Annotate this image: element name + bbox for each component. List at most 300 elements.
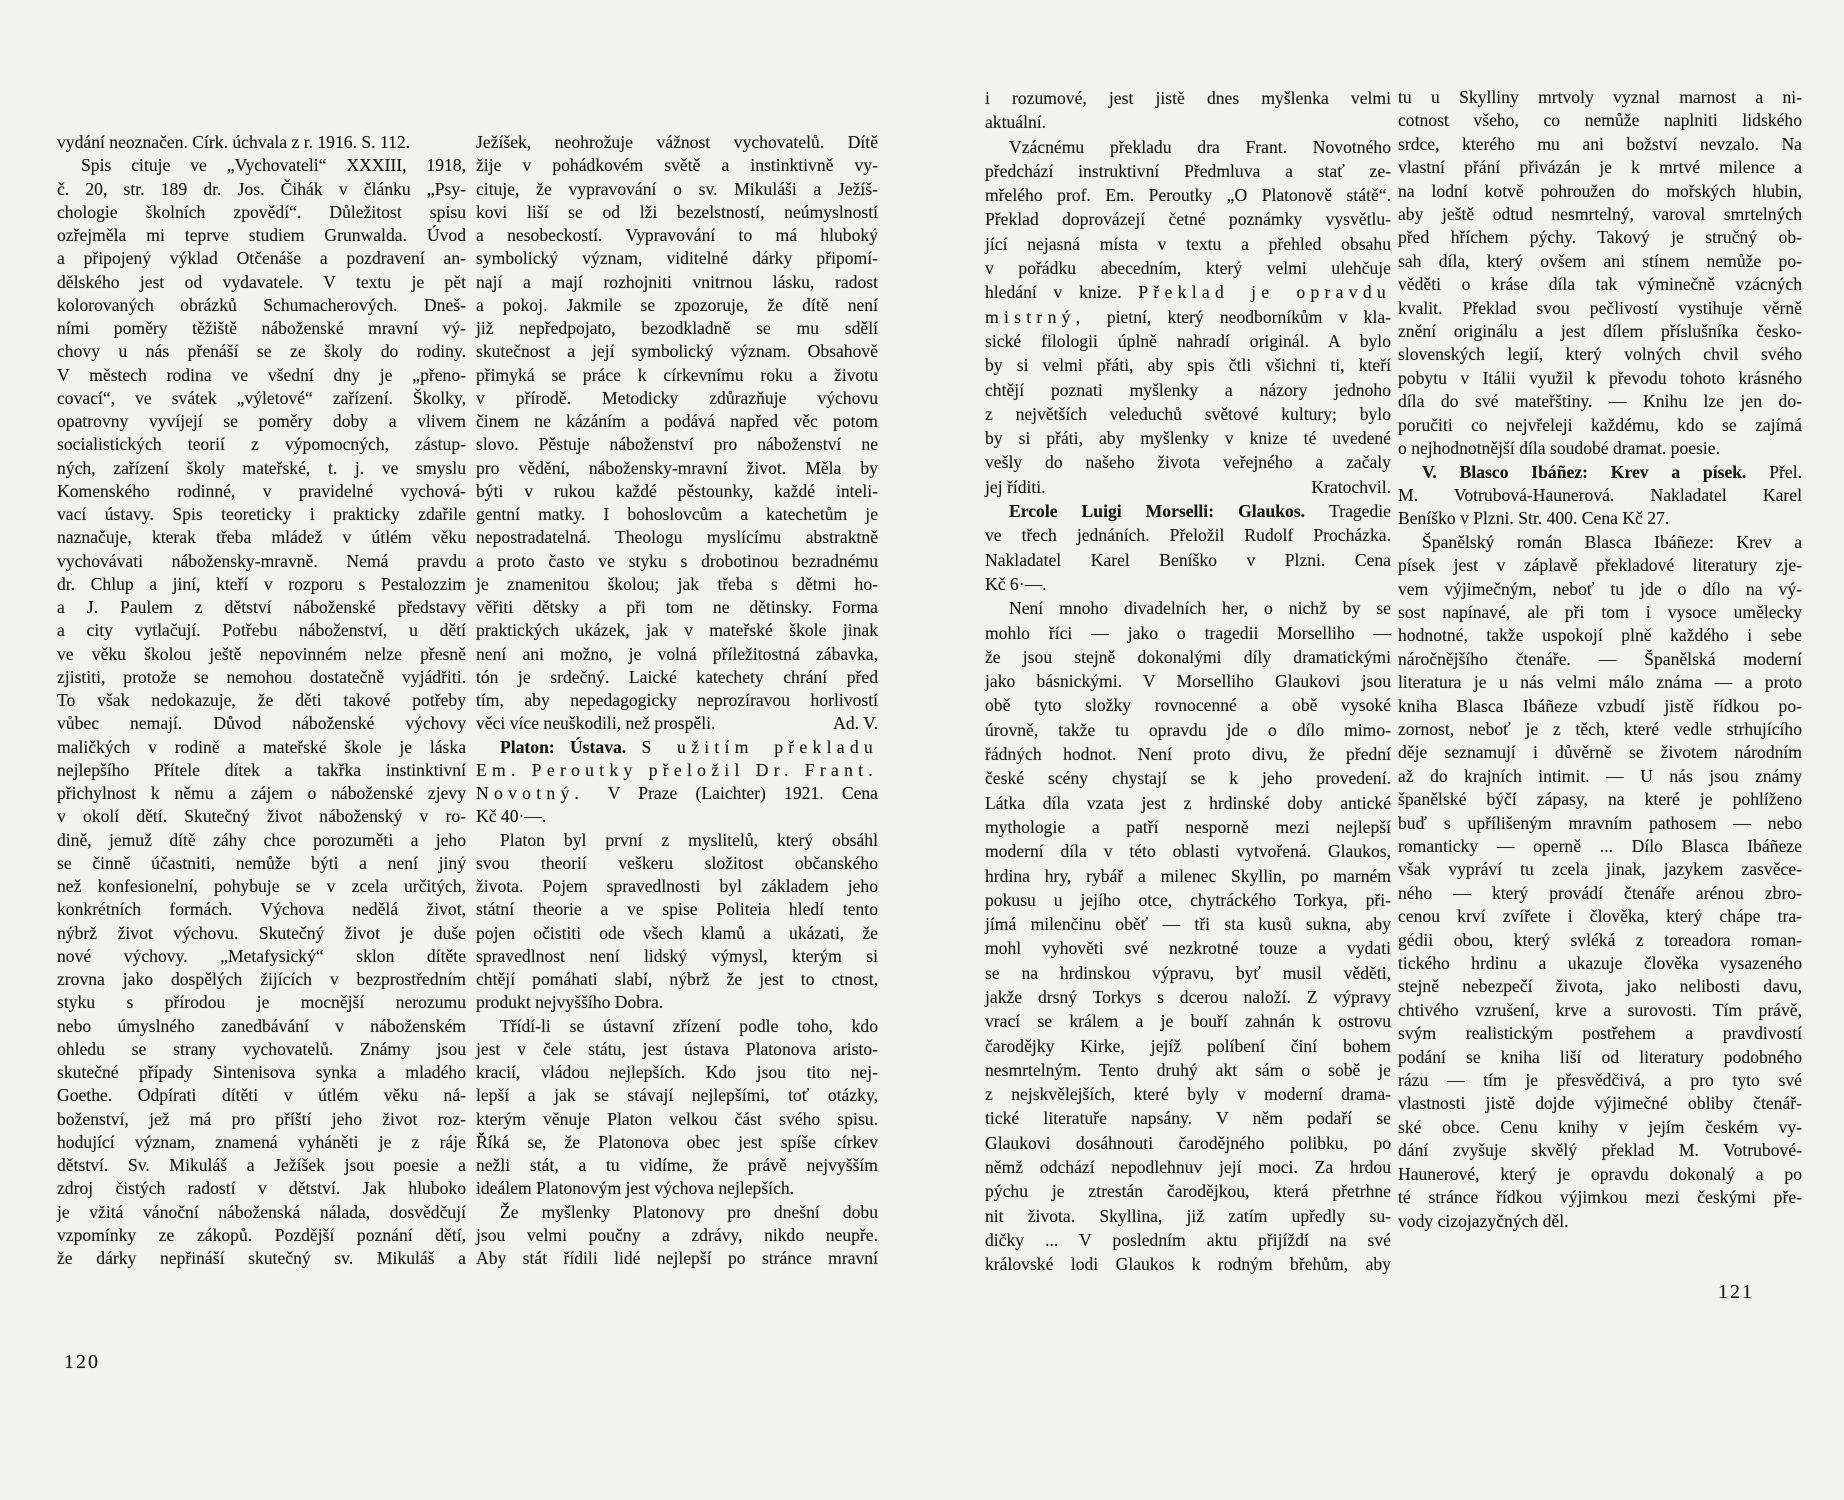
page-number-left: 120 (64, 1351, 100, 1373)
text-line (1398, 1186, 1802, 1209)
text-line (1398, 109, 1802, 132)
text-segment: skutečnost a její symbolický význam. Obsahově (476, 341, 878, 362)
text-segment: v přírodě. Metodicky zdůrazňuje výchovu (476, 387, 878, 408)
text-segment: kniha Blasca Ibáñeze vzbudí jistě řídkou po- (1398, 695, 1802, 716)
text-line (1398, 320, 1802, 343)
text-line (985, 1204, 1391, 1228)
text-line (1398, 975, 1802, 998)
text-segment: mistrný, (985, 306, 1107, 327)
text-segment: vem výjimečným, neboť tu jde o dílo na vý- (1398, 578, 1802, 599)
text-segment: jest v čele státu, jest ústava Platonova aristo- (476, 1038, 878, 1059)
text-line (985, 110, 1391, 134)
text-line (985, 1155, 1391, 1179)
text-segment: a J. Paulem z dětství náboženské představy (57, 597, 466, 617)
text-segment: covací“, ve svátek „výletové“ zařízení. Školky, (57, 387, 466, 408)
article-column (985, 86, 1391, 1277)
text-segment: socialistických teorií z výpomocných, zástup- (57, 434, 466, 455)
text-segment: z nejskvělejších, které byly v moderní drama- (985, 1084, 1391, 1105)
text-segment: literatura je u nás velmi málo známa — a proto (1398, 672, 1802, 693)
text-line (985, 232, 1391, 256)
text-segment: že jsou stejně dokonalými díly dramatickými (985, 646, 1391, 667)
text-segment: děje seznamují i důvěrně se životem národním (1398, 742, 1802, 763)
text-segment: před hříchem pýchy. Takový je stručný ob- (1398, 227, 1802, 248)
text-segment: symbolický význam, viditelné dárky připomí- (476, 248, 878, 269)
text-segment: hodující význam, znamená vyháněti je z ráje (57, 1131, 466, 1152)
text-segment: cotnost všeho, co nemůže naplniti lidského (1398, 110, 1802, 131)
text-segment: naznačuje, kterak třeba mládež v útlém věku (57, 527, 466, 548)
text-segment: nají a mají rozhojniti vnitrnou lásku, radost (476, 271, 878, 292)
text-line (985, 1034, 1391, 1058)
text-segment: ozřejměla mi teprve studiem Grunwalda. Úvod (57, 225, 466, 245)
text-line (1398, 835, 1802, 858)
text-segment: chtějí pomáhati slabí, nýbrž že jest to ctnost, (476, 969, 878, 989)
text-segment: o nejhodnotnější díla soudobé dramat. poesie. (1398, 438, 1720, 459)
text-segment: předchází instruktivní Předmluva a stať ze- (985, 160, 1391, 181)
text-segment: jej říditi. (985, 476, 1046, 497)
text-line (1398, 858, 1802, 881)
text-segment: z největších veleduchů světové kultury; bylo (985, 403, 1391, 424)
text-line (985, 1009, 1391, 1033)
text-segment: Třídí-li se ústavní zřízení podle toho, kdo (500, 1015, 878, 1036)
text-segment: se činně účastniti, nemůže býti a není jiný (57, 852, 466, 873)
text-segment: nýbrž život výchovu. Skutečný život je duše (57, 922, 466, 943)
text-segment: Ježíšek, neohrožuje vážnost vychovatelů. Dítě (476, 132, 878, 152)
text-line (985, 936, 1391, 960)
text-line (985, 86, 1391, 110)
text-line (985, 159, 1391, 183)
text-line (985, 1179, 1391, 1203)
text-line (985, 353, 1391, 377)
text-segment: Přel. (1769, 461, 1802, 482)
text-segment: znění originálu a jest dílem příslušníka česko- (1398, 321, 1802, 342)
text-segment: Novotný. (476, 783, 608, 803)
text-segment: Goethe. Odpírati dítěti v útlém věku ná- (57, 1085, 466, 1106)
text-segment: vůbec nemají. Důvod náboženské výchovy (57, 713, 466, 734)
text-line (1398, 297, 1802, 320)
text-segment: poručiti co nejvřeleji každému, kdo se zajímá (1398, 414, 1802, 435)
text-line (1398, 788, 1802, 811)
text-line (1398, 156, 1802, 179)
text-segment: ve věku školou ještě nepovinném nelze přesně (57, 643, 466, 664)
text-segment: Že myšlenky Platonovy pro dnešní dobu (500, 1201, 878, 1222)
text-segment: vychovávati nábožensky-mravně. Nemá pravdu (57, 550, 466, 571)
text-segment: vlastní přání přivázán je k mrtvé milence a (1398, 157, 1802, 178)
text-segment: a city vytlačují. Potřebu náboženství, u dětí (57, 620, 466, 641)
text-segment: V Praze (Laichter) 1921. Cena (607, 783, 878, 803)
text-segment: podání se kniha liší od literatury podobného (1398, 1046, 1802, 1067)
text-line (985, 912, 1391, 936)
text-line (1398, 343, 1802, 366)
text-segment: jako básnickými. V Morselliho Glaukovi jsou (985, 671, 1391, 692)
text-segment: dělského jest od vydavatele. V textu je pět (57, 271, 466, 292)
text-segment: není ani možno, je volná příležitostná zábavka, (476, 643, 878, 664)
text-segment: hodnotné, takže uspokojí plně každého i sebe (1398, 625, 1802, 646)
text-segment: až do krajních intimit. — U nás jsou známy (1398, 765, 1802, 786)
text-segment: žije v pohádkovém světě a instinktivně vy- (476, 155, 878, 176)
text-segment: španělské býčí zápasy, na které je pohlíženo (1398, 789, 1802, 810)
text-segment: To však nedokazuje, že děti takové potřeby (57, 690, 466, 710)
text-segment: jící nejasná místa v textu a přehled obsahu (985, 233, 1391, 254)
text-line (985, 839, 1391, 863)
text-segment: té stránce řídkou výjimkou mezi českými pře- (1398, 1187, 1802, 1208)
text-segment: M. Votrubová-Haunerová. Nakladatel Karel (1398, 484, 1802, 505)
text-segment: činem ne kázáním a podává napřed věc potom (476, 411, 878, 431)
text-segment: sost napínavé, ale při tom i vysoce umělecky (1398, 601, 1802, 622)
text-line (985, 499, 1391, 523)
text-segment: Nakladatel Karel Beníško v Plzni. Cena (985, 549, 1391, 570)
text-line (1398, 437, 1802, 460)
text-line (985, 1228, 1391, 1252)
text-segment: mřelého prof. Em. Peroutky „O Platonově státě“. (985, 185, 1391, 206)
text-segment: vydání neoznačen. Círk. úchvala z r. 1916. S. 112. (57, 132, 411, 152)
text-segment: Říká se, že Platonova obec jest spíše církev (476, 1131, 878, 1152)
text-segment: pojen očistiti ode všech klamů a ukázati, že (476, 922, 878, 943)
text-segment: Překlad je opravdu (1138, 282, 1392, 303)
text-segment: tické literatuře napsány. V něm podaří se (985, 1108, 1391, 1129)
text-line (985, 596, 1391, 620)
text-segment: přichylnost k němu a zájem o náboženské zjevy (57, 783, 466, 803)
text-segment: Španělský román Blasca Ibáñeze: Krev a (1422, 531, 1802, 552)
text-line (985, 985, 1391, 1009)
text-segment: zrovna jako dospělých žijících v bezprostředním (57, 969, 466, 989)
text-line (1398, 601, 1802, 624)
text-segment: tón je srdečný. Laické katechety chrání před (476, 666, 878, 687)
text-segment: rázu — tím je přesvědčivá, a pro tyto své (1398, 1070, 1802, 1091)
text-segment: čarodějky Kirke, jejíž políbení činí bohem (985, 1035, 1391, 1056)
text-segment: Kč 40·—. (476, 806, 547, 827)
text-segment: nepostradatelná. Theologu myslícímu abstraktně (476, 527, 878, 548)
text-line (1398, 203, 1802, 226)
text-line (1398, 414, 1802, 437)
text-line (1398, 1116, 1802, 1139)
text-segment: kolorovaných obrázků Schumacherových. Dneš- (57, 294, 466, 315)
text-segment: aktuální. (985, 112, 1047, 133)
text-line (985, 402, 1391, 426)
text-line (1398, 226, 1802, 249)
text-line (1398, 578, 1802, 601)
text-segment: ohledu se strany vychovatelů. Známy jsou (57, 1038, 466, 1059)
text-line (1398, 1022, 1802, 1045)
text-segment: býti v rukou každé pěstounky, každé inteli- (476, 480, 878, 501)
text-segment: Aby stát řídili lidé nejlepší po stránce mravní (476, 1248, 878, 1268)
text-segment: němž odchází nepodlehnuv její moci. Za hrdou (985, 1157, 1391, 1178)
text-line (1398, 1210, 1802, 1233)
text-segment: cenou krví zvířete i člověka, který chápe tra- (1398, 906, 1802, 927)
text-segment: Není mnoho divadelních her, o nichž by se (1009, 598, 1391, 619)
text-segment: však vypráví tu zcela jinak, jazykem zasvěce- (1398, 859, 1802, 880)
text-segment: pro vědění, nábožensky-mravní život. Měla by (476, 457, 878, 478)
text-segment: vací ústavy. Spis teoreticky i prakticky zdařile (57, 504, 466, 524)
text-line (985, 791, 1391, 815)
text-line (985, 645, 1391, 669)
text-segment: cituje, že vypravování o sv. Mikuláši a Ježíš- (476, 178, 878, 199)
text-segment: nebo úmyslného zanedbávání v náboženském (57, 1015, 466, 1036)
text-segment: pietní, který neodborníkům v kla- (1106, 306, 1391, 327)
text-segment: moderní díla v této oblasti vytvořená. Glaukos, (985, 841, 1391, 862)
text-segment: Komenského rodinné, v pravidelné vychová- (57, 480, 466, 501)
text-segment: a pokoj. Jakmile se zpozoruje, že dítě není (476, 294, 878, 315)
text-segment: jsou velmi poučny a zdrávy, nikdo neupře. (476, 1224, 878, 1245)
text-line (985, 305, 1391, 329)
text-segment: romanticky — operně ... Dílo Blasca Ibáñeze (1398, 836, 1802, 856)
text-line (1398, 671, 1802, 694)
text-line (1398, 507, 1802, 530)
text-segment: by si přáti, aby myšlenky v knize té uvedené (985, 428, 1391, 449)
text-segment: ideálem Platonovým jest výchova nejlepších. (476, 1178, 795, 1199)
text-line (1398, 1163, 1802, 1186)
text-segment: hledání v knize. (985, 282, 1139, 303)
text-line (1398, 273, 1802, 296)
text-segment: vrací se králem a je bouří zahnán k ostrovu (985, 1011, 1391, 1032)
text-segment: vlastnosti jistě dojde výjimečné obliby čtenář- (1398, 1093, 1802, 1114)
text-segment: produkt nejvyššího Dobra. (476, 992, 664, 1013)
text-line (985, 329, 1391, 353)
text-segment: úrovně, takže tu opravdu jde o dílo mimo- (985, 719, 1391, 740)
text-line (1398, 718, 1802, 741)
text-line (1398, 133, 1802, 156)
text-segment: věděti o kráse díla tak výminečně vzácných (1398, 274, 1802, 295)
text-segment: Platon byl první z myslitelů, který obsáhl (500, 829, 878, 850)
text-segment: než konfesionelní, pohybuje se v zcela určitých, (57, 876, 466, 896)
text-segment: v pořádku abecedním, který velmi ulehčuje (985, 258, 1391, 279)
text-segment: kracií, vládou nejlepších. Kdo jsou tito nej- (476, 1062, 878, 1082)
text-segment: ných, zařízení školy mateřské, t. j. ve smyslu (57, 457, 466, 478)
text-line (985, 888, 1391, 912)
text-segment: stejně nebezpečí života, jako nelibosti davu, (1398, 976, 1802, 997)
text-line (1398, 695, 1802, 718)
text-line (1398, 1046, 1802, 1069)
text-line (1398, 929, 1802, 952)
text-segment: nejlepšího Přítele dítek a takřka instinktivní (57, 759, 466, 780)
text-segment: nové výchovy. „Metafysický“ sklon dítěte (57, 945, 466, 966)
text-line (1398, 250, 1802, 273)
text-segment: vzpomínky ze zákopů. Pozdější poznání dětí, (57, 1224, 466, 1245)
text-line (1398, 999, 1802, 1022)
text-segment: je znamenitou školou; jak třeba s dětmi ho- (476, 573, 878, 594)
text-line (985, 864, 1391, 888)
text-segment: by si velmi přáti, aby spis čtli všichni ti, kteří (985, 355, 1391, 376)
text-segment: Vzácnému překladu dra Frant. Novotného (1009, 136, 1391, 157)
text-segment: ními poměry těžiště náboženské mravní vý- (57, 318, 466, 338)
text-segment: a připojený výklad Otčenáše a pozdravení an- (57, 248, 466, 269)
text-segment: zdroj čistých radostí v dětství. Jak hluboko (57, 1178, 466, 1199)
text-segment: věřiti dětsky a při tom ne dětinsky. Forma (476, 597, 878, 617)
text-line (1398, 624, 1802, 647)
text-line (985, 378, 1391, 402)
text-segment: č. 20, str. 189 dr. Jos. Čihák v článku „Psy- (57, 178, 466, 199)
text-segment: Ad. V. (833, 713, 878, 734)
text-segment: styku s přírodou je mocnější nerozumu (57, 992, 466, 1013)
text-line (1398, 1092, 1802, 1115)
text-line (1398, 461, 1802, 484)
text-segment: Tragedie (1329, 501, 1391, 522)
article-column (1398, 86, 1802, 1233)
text-segment: státní theorie a ve spise Politeia hledí tento (476, 899, 878, 920)
text-line (985, 426, 1391, 450)
text-line (985, 572, 1391, 596)
text-segment: vešly do našeho života veřejného a začaly (985, 452, 1391, 473)
text-line (985, 1131, 1391, 1155)
text-line (985, 693, 1391, 717)
text-line (985, 1058, 1391, 1082)
text-segment: dr. Chlup a jiní, kteří v rozporu s Pestalozzim (57, 573, 466, 594)
text-segment: Em. Peroutky přeložil Dr. Frant. (476, 759, 878, 780)
text-line (1398, 812, 1802, 835)
text-segment: chologie školních zpovědí“. Důležitost spisu (57, 201, 466, 222)
text-segment: jakže drsný Torkys s dcerou naloží. Z výpravy (985, 986, 1391, 1007)
text-line (1398, 531, 1802, 554)
text-segment: maličkých v rodině a mateřské škole je láska (57, 736, 466, 757)
text-segment: je vžitá vánoční náboženská nálada, dosvědčují (57, 1201, 466, 1222)
text-segment: a nesobeckostí. Vypravování to má hluboký (476, 225, 878, 245)
text-segment: ného — který provádí čtenáře arénou zbro- (1398, 882, 1802, 903)
text-segment: že dárky nepřináší skutečný sv. Mikuláš a (57, 1248, 466, 1268)
text-segment: tu u Skylliny mrtvoly vyznal marnost a ni- (1398, 87, 1802, 107)
text-segment: nežli stát, a tu vidíme, že právě nejvyšším (476, 1155, 878, 1175)
text-segment: opatrovny vyvíjejí se poměry doby a vlivem (57, 411, 466, 431)
text-segment: tického hrdinu a ukazuje člověka vysazeného (1398, 953, 1802, 974)
text-line (1398, 390, 1802, 413)
text-line (1398, 484, 1802, 507)
text-line (985, 523, 1391, 547)
text-line (985, 1252, 1391, 1276)
text-segment: ve třech jednáních. Přeložil Rudolf Procházka. (985, 525, 1391, 546)
text-segment: Beníško v Plzni. Str. 400. Cena Kč 27. (1398, 508, 1670, 529)
text-segment: svou theorií veškeru složitost občanského (476, 852, 878, 873)
text-segment: gédii obou, který svléká z toreadora roman- (1398, 929, 1802, 950)
text-line (985, 742, 1391, 766)
text-segment: písek jest v záplavě překladové literatury zje- (1398, 555, 1802, 576)
text-segment: ské obce. Cenu knihy v jejím českém vy- (1398, 1116, 1802, 1137)
text-segment: Kč 6·—. (985, 573, 1047, 594)
text-segment: praktických ukázek, jak v mateřské škole jinak (476, 620, 878, 641)
text-segment: mythologie a patří nesporně mezi nejlepší (985, 816, 1391, 837)
text-segment: Glaukovi dosáhnouti čarodějného polibku, po (985, 1132, 1391, 1153)
text-line (1398, 1069, 1802, 1092)
text-segment: již nepředpojato, bezodkladně se mu sdělí (476, 318, 878, 338)
text-line (985, 718, 1391, 742)
text-segment: hrdina hry, rybář a milenec Skyllin, po marném (985, 865, 1391, 886)
text-segment: Kratochvil. (1311, 476, 1391, 497)
text-line (985, 766, 1391, 790)
text-line (985, 280, 1391, 304)
text-line (985, 207, 1391, 231)
text-line (985, 961, 1391, 985)
text-line (985, 669, 1391, 693)
text-segment: řádných hodnot. Není proto divu, že přední (985, 744, 1391, 765)
text-segment: mohl vyhověti své nezkrotné touze a vydati (985, 938, 1391, 959)
text-line (1398, 905, 1802, 928)
text-segment: buď s upřílišeným mravním pathosem — nebo (1398, 812, 1802, 833)
review-heading: V. Blasco Ibáñez: Krev a písek. (1422, 461, 1770, 482)
text-segment: dání zvyšuje skvělý překlad M. Votrubové- (1398, 1140, 1802, 1161)
text-segment: aby ještě odtud nesmrtelný, varoval smrtelných (1398, 204, 1802, 225)
text-segment: dětství. Sv. Mikuláš a Ježíšek jsou poesie a (57, 1155, 466, 1175)
text-segment: kvalit. Překlad svou pečlivostí vystihuje věrně (1398, 297, 1802, 318)
text-segment: Spis cituje ve „Vychovateli“ XXXIII, 1918, (81, 155, 466, 176)
text-line (1398, 952, 1802, 975)
text-segment: V městech rodina ve všední dny je „přeno- (57, 364, 466, 385)
text-line (985, 256, 1391, 280)
text-segment: chtějí poznati myšlenky a názory jednoho (985, 379, 1391, 400)
text-line (1398, 882, 1802, 905)
text-segment: pobytu v Itálii využil k převodu tohoto krásného (1398, 367, 1802, 388)
text-segment: lepší a jak se stávají nejlepšími, toť otázky, (476, 1085, 878, 1106)
page-number-right: 121 (1718, 1281, 1754, 1303)
text-segment: zornost, neboť je z těch, které vedle strhujícího (1398, 718, 1802, 739)
text-line (1398, 86, 1802, 109)
text-line (985, 815, 1391, 839)
text-segment: obě tyto složky rovnocenné a obě vysoké (985, 695, 1391, 716)
text-line (985, 475, 1391, 499)
text-line (1398, 741, 1802, 764)
text-segment: konkrétních formách. Výchova nedělá život, (57, 899, 466, 920)
text-segment: Haunerové, který je opravdu dokonalý a po (1398, 1163, 1802, 1184)
text-segment: české scény chystají se k jeho provedení. (985, 768, 1391, 789)
text-segment: nit života. Skyllina, již zatím upředly su- (985, 1205, 1391, 1226)
text-segment: svým realistickým postřehem a pravdivostí (1398, 1023, 1802, 1044)
text-segment: dině, jemuž dítě záhy chce porozuměti a jeho (57, 829, 466, 850)
text-segment: kterým věnuje Platon velkou část svého spisu. (476, 1108, 878, 1129)
text-segment: na lodní kotvě pohroužen do mořských hlubin, (1398, 180, 1802, 201)
text-segment: dičky ... V posledním aktu přijíždí na své (985, 1229, 1391, 1250)
text-segment: vody cizojazyčných děl. (1398, 1210, 1569, 1231)
text-segment: S užitím překladu (641, 736, 878, 757)
text-segment: mohlo říci — jako o tragedii Morselliho — (985, 622, 1391, 643)
review-heading: Ercole Luigi Morselli: Glaukos. (1009, 501, 1330, 522)
text-segment: skutečné případy Sintenisova synka a mladého (57, 1062, 466, 1082)
text-line (1398, 765, 1802, 788)
text-segment: královské lodi Glaukos k rodným břehům, aby (985, 1254, 1391, 1275)
review-heading: Platon: Ústava. (500, 736, 642, 757)
text-line (985, 183, 1391, 207)
text-segment: slovo. Pěstuje náboženství pro náboženství ne (476, 434, 878, 455)
text-segment: Látka díla vzata jest z hrdinské doby antické (985, 792, 1391, 813)
text-line (985, 1106, 1391, 1130)
text-segment: díla do své mateřštiny. — Knihu lze jen do- (1398, 391, 1802, 412)
text-segment: boženství, jež má pro příští jeho život roz- (57, 1108, 466, 1129)
text-segment: Překlad doprovázejí četné poznámky vysvětlu- (985, 209, 1391, 230)
text-segment: chtivého vzrušení, krve a surovosti. Tím právě, (1398, 999, 1802, 1020)
text-segment: přimyká se práce k církevnímu roku a životu (476, 364, 878, 385)
text-segment: pokusu u jejího otce, chytráckého Torkya, při- (985, 889, 1391, 910)
text-segment: slovenských legií, který volných chvil svého (1398, 344, 1802, 365)
text-segment: i rozumové, jest jistě dnes myšlenka velmi (985, 88, 1391, 108)
text-segment: tím, aby nepedagogicky neprozíravou horlivostí (476, 690, 878, 710)
text-segment: chovy u nás přenáší se ze školy do rodiny. (57, 341, 466, 362)
text-segment: a proto často ve styku s drobotinou bezradnému (476, 550, 878, 571)
text-segment: sah díla, který ovšem ani stínem nemůže po- (1398, 250, 1802, 271)
text-segment: se na hrdinskou výpravu, byť musil věděti, (985, 962, 1391, 983)
text-line (985, 135, 1391, 159)
text-segment: spravedlnost není lidský výmysl, kterým si (476, 945, 878, 966)
text-segment: kovi liší se od lži bezelstností, neúmyslností (476, 201, 878, 222)
text-line (985, 548, 1391, 572)
text-segment: v okolí dětí. Skutečný život náboženský v ro- (57, 806, 466, 827)
text-line (1398, 554, 1802, 577)
text-line (1398, 1139, 1802, 1162)
text-line (1398, 367, 1802, 390)
text-line (985, 621, 1391, 645)
text-line (985, 450, 1391, 474)
text-line (1398, 180, 1802, 203)
text-segment: náročnějšího čtenáře. — Španělská moderní (1398, 648, 1802, 669)
text-line (1398, 648, 1802, 671)
text-segment: pýchu je ztrestán čarodějkou, která přetrhne (985, 1181, 1391, 1202)
text-segment: sické filologii úplně nahradí originál. A bylo (985, 330, 1391, 351)
text-segment: zjistiti, protože se nemohou dostatečně vyjádřiti. (57, 666, 466, 687)
text-segment: věci více neuškodili, než prospěli. (476, 713, 716, 734)
